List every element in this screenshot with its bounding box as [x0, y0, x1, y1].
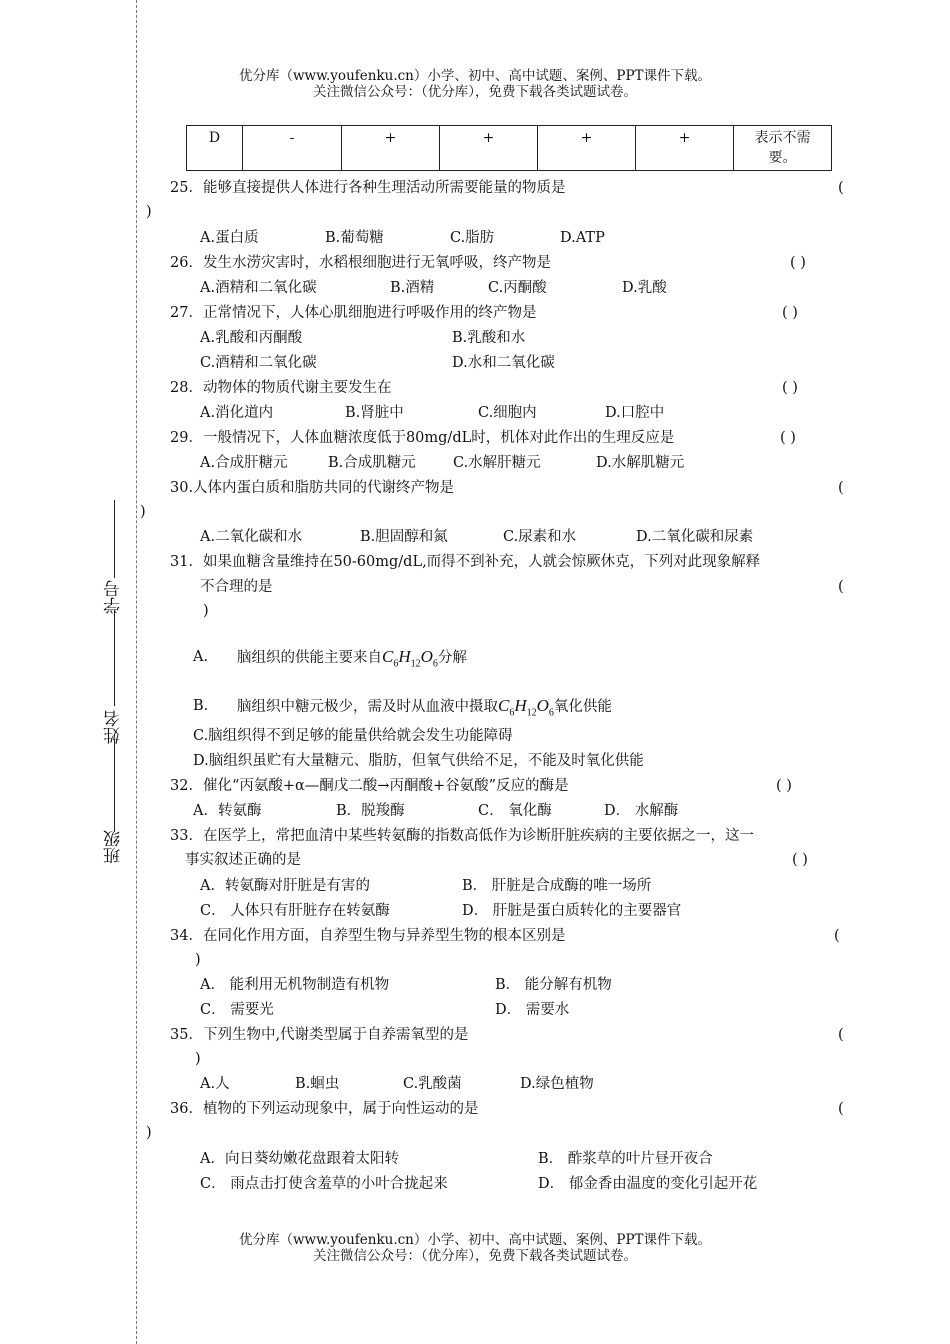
question-stem: 34．在同化作用方面，自养型生物与异养型生物的根本区别是 — [170, 928, 566, 944]
page-header — [0, 68, 950, 100]
formula-o: O — [420, 647, 433, 666]
header-line-2: 关注微信公众号：（优分库），免费下载各类试题试卷。 — [313, 84, 637, 100]
option-b-label: B. — [193, 698, 209, 714]
option-c: C.水解肝糖元 — [453, 455, 541, 471]
answer-paren-close: ) — [195, 1051, 201, 1067]
option-b: B.合成肌糖元 — [328, 455, 416, 471]
answer-paren-close: ) — [146, 1125, 152, 1141]
answer-paren-open: ( — [834, 928, 840, 944]
formula-h: H — [398, 647, 411, 666]
page-footer — [0, 1232, 950, 1264]
formula-o-sub: 6 — [548, 707, 554, 719]
option-d: D． 需要水 — [495, 1002, 570, 1018]
option-d: D.水解肌糖元 — [596, 455, 685, 471]
option-c: C． 雨点击打使含羞草的小叶合拢起来 — [200, 1176, 448, 1192]
question-stem: 33．在医学上，常把血清中某些转氨酶的指数高低作为诊断肝脏疾病的主要依据之一，这一 — [170, 828, 754, 844]
answer-paren: ( ) — [776, 778, 792, 794]
question-stem: 29．一般情况下，人体血糖浓度低于80mg/dL时，机体对此作出的生理反应是 — [170, 430, 675, 446]
answer-paren: ( ) — [780, 430, 796, 446]
option-a — [237, 648, 467, 673]
question-stem: 27．正常情况下，人体心肌细胞进行呼吸作用的终产物是 — [170, 305, 537, 321]
option-b — [237, 697, 612, 722]
option-a: A.人 — [200, 1076, 230, 1092]
answer-paren: ( ) — [790, 255, 806, 271]
experiment-table — [186, 125, 832, 171]
answer-paren: ( ) — [792, 852, 808, 868]
option-b-text-end: 氧化供能 — [553, 699, 612, 715]
answer-paren: ( ) — [782, 305, 798, 321]
option-a: A.乳酸和丙酮酸 — [200, 330, 303, 346]
option-c: C.酒精和二氧化碳 — [200, 355, 317, 371]
option-d: D． 肝脏是蛋白质转化的主要器官 — [462, 903, 682, 919]
formula-h-sub: 12 — [526, 707, 537, 719]
binding-line — [136, 0, 137, 1344]
answer-paren-close: ) — [146, 204, 152, 220]
table-cell: D — [187, 126, 243, 171]
option-d: D.乳酸 — [622, 280, 667, 296]
table-cell: + — [342, 126, 440, 171]
formula-c: C — [382, 647, 394, 666]
option-b: B． 肝脏是合成酶的唯一场所 — [462, 878, 652, 894]
footer-line-1: 优分库（www.youfenku.cn）小学、初中、高中试题、案例、PPT课件下载。 — [238, 1232, 712, 1248]
answer-paren-open: ( — [838, 579, 844, 595]
option-a: A．向日葵幼嫩花盘跟着太阳转 — [200, 1151, 399, 1167]
option-a: A.消化道内 — [200, 405, 274, 421]
option-a: A.酒精和二氧化碳 — [200, 280, 317, 296]
option-a-text: 脑组织的供能主要来自 — [237, 650, 382, 666]
formula-c-sub: 6 — [509, 707, 515, 719]
answer-paren: ( ) — [782, 380, 798, 396]
name-blank-line[interactable] — [114, 740, 115, 832]
option-c: C． 人体只有肝脏存在转氨酶 — [200, 903, 390, 919]
table-row — [187, 126, 832, 171]
answer-paren-open: ( — [838, 480, 844, 496]
option-b: B.肾脏中 — [345, 405, 404, 421]
option-b: B． 能分解有机物 — [495, 977, 612, 993]
option-d: D.二氧化碳和尿素 — [636, 529, 754, 545]
question-stem-cont: 事实叙述正确的是 — [185, 852, 301, 868]
formula-o: O — [536, 696, 549, 715]
option-a: A.蛋白质 — [200, 230, 259, 246]
answer-paren-open: ( — [838, 180, 844, 196]
id-blank-line-lower[interactable] — [114, 610, 115, 706]
option-b: B.胆固醇和氮 — [360, 529, 448, 545]
option-d: D． 水解酶 — [604, 803, 679, 819]
option-c: C． 需要光 — [200, 1002, 274, 1018]
question-stem-cont: 不合理的是 — [200, 579, 273, 595]
option-c: C.丙酮酸 — [488, 280, 547, 296]
option-d: D． 郁金香由温度的变化引起开花 — [538, 1176, 758, 1192]
student-info-sidebar — [100, 500, 130, 920]
footer-line-2: 关注微信公众号：（优分库），免费下载各类试题试卷。 — [313, 1248, 637, 1264]
question-stem: 25．能够直接提供人体进行各种生理活动所需要能量的物质是 — [170, 180, 566, 196]
option-a: A．转氨酶对肝脏是有害的 — [200, 878, 370, 894]
option-b: B.酒精 — [390, 280, 435, 296]
option-d: D.ATP — [560, 230, 605, 246]
table-cell: + — [538, 126, 636, 171]
option-c: C.脂肪 — [450, 230, 495, 246]
option-b: B． 酢浆草的叶片昼开夜合 — [538, 1151, 713, 1167]
option-b: B.乳酸和水 — [452, 330, 526, 346]
question-stem: 35．下列生物中,代谢类型属于自养需氧型的是 — [170, 1027, 469, 1043]
formula-h: H — [514, 696, 527, 715]
option-c: C.尿素和水 — [503, 529, 577, 545]
option-a-text-end: 分解 — [437, 650, 467, 666]
formula-c-sub: 6 — [393, 658, 399, 670]
option-d: D.口腔中 — [605, 405, 665, 421]
option-b-text: 脑组织中糖元极少，需及时从血液中摄取 — [237, 699, 498, 715]
option-c: C.乳酸菌 — [403, 1076, 462, 1092]
option-b: B．脱羧酶 — [336, 803, 405, 819]
question-stem: 28．动物体的物质代谢主要发生在 — [170, 380, 392, 396]
option-a: A． 能利用无机物制造有机物 — [200, 977, 390, 993]
glucose-formula — [498, 696, 554, 719]
question-stem: 31．如果血糖含量维持在50-60mg/dL,而得不到补充，人就会惊厥休克，下列对此现象解释 — [170, 554, 761, 570]
question-stem: 26．发生水涝灾害时，水稻根细胞进行无氧呼吸，终产物是 — [170, 255, 551, 271]
option-d: D.脑组织虽贮有大量糖元、脂肪，但氧气供给不足，不能及时氧化供能 — [193, 753, 644, 769]
class-label: 班级 — [104, 830, 124, 864]
formula-o-sub: 6 — [432, 658, 438, 670]
header-line-1: 优分库（www.youfenku.cn）小学、初中、高中试题、案例、PPT课件下载。 — [238, 68, 712, 84]
table-cell: + — [440, 126, 538, 171]
formula-c: C — [498, 696, 510, 715]
option-b: B.葡萄糖 — [325, 230, 384, 246]
answer-paren-close: ) — [203, 603, 209, 619]
answer-paren-open: ( — [838, 1027, 844, 1043]
option-c: C． 氧化酶 — [478, 803, 552, 819]
table-cell: + — [636, 126, 734, 171]
option-a: A.二氧化碳和水 — [200, 529, 303, 545]
id-blank-line[interactable] — [114, 500, 115, 578]
table-cell: 表示不需要。 — [734, 126, 832, 171]
question-stem: 32．催化“丙氨酸+α—酮戊二酸→丙酮酸+谷氨酸”反应的酶是 — [170, 778, 569, 794]
question-stem: 36．植物的下列运动现象中，属于向性运动的是 — [170, 1101, 479, 1117]
table-cell: - — [243, 126, 342, 171]
option-c: C.细胞内 — [478, 405, 537, 421]
answer-paren-open: ( — [838, 1101, 844, 1117]
option-b: B.蛔虫 — [295, 1076, 340, 1092]
answer-paren-close: ) — [140, 504, 146, 520]
question-stem: 30.人体内蛋白质和脂肪共同的代谢终产物是 — [170, 480, 455, 496]
answer-paren-close: ) — [195, 952, 201, 968]
option-a: A.合成肝糖元 — [200, 455, 288, 471]
formula-h-sub: 12 — [410, 658, 421, 670]
option-d: D.绿色植物 — [520, 1076, 594, 1092]
name-label: 姓名 — [104, 710, 124, 744]
option-a-label: A. — [193, 649, 209, 665]
option-a: A．转氨酶 — [193, 803, 262, 819]
option-d: D.水和二氧化碳 — [452, 355, 555, 371]
option-c: C.脑组织得不到足够的能量供给就会发生功能障碍 — [193, 728, 513, 744]
glucose-formula — [382, 647, 438, 670]
id-label: 学号 — [104, 580, 124, 614]
